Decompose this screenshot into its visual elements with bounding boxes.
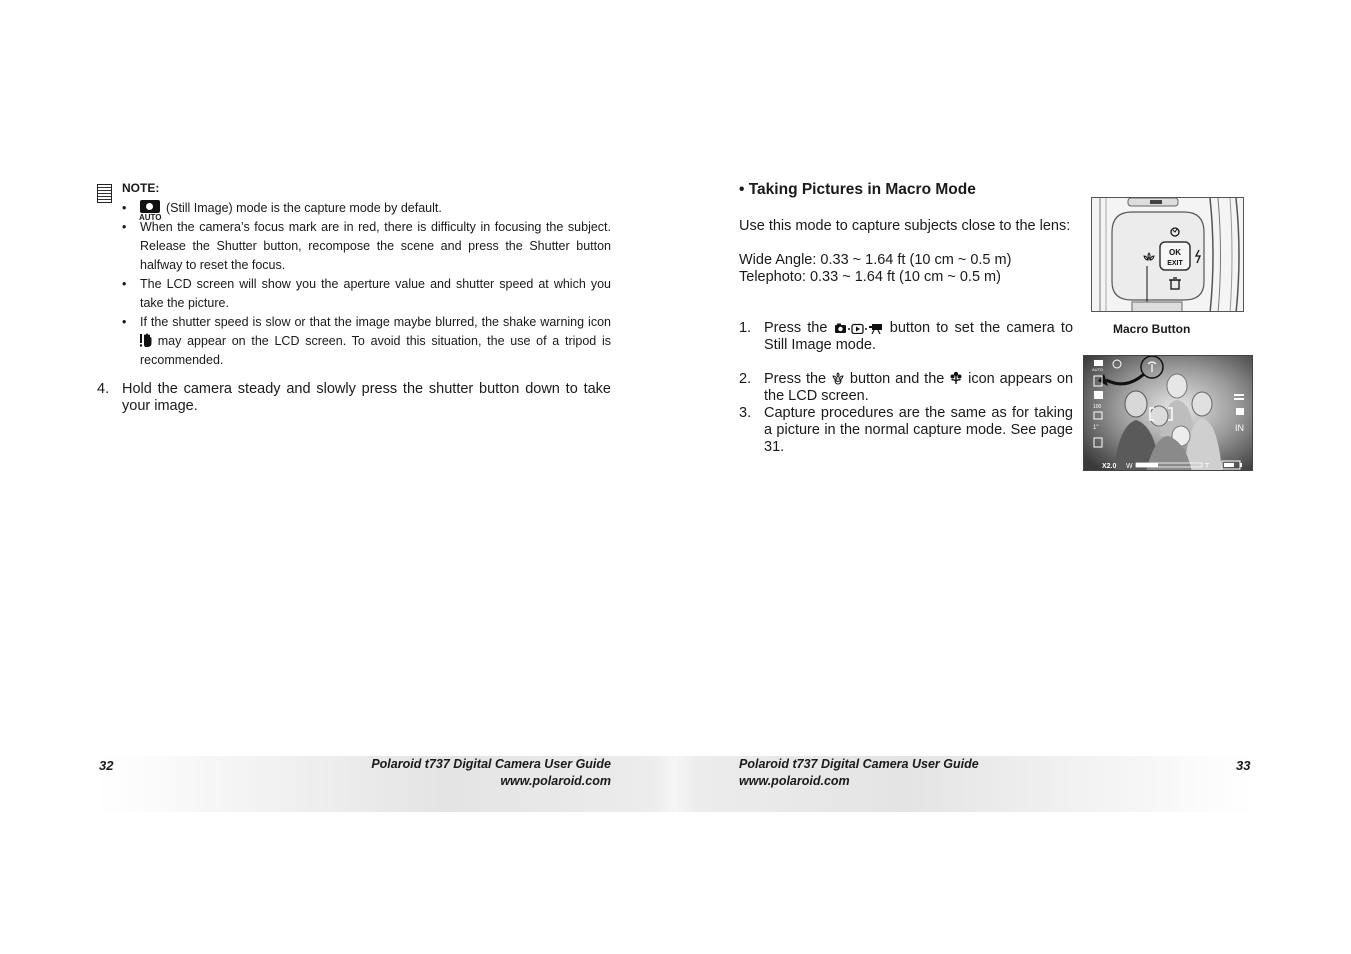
footer-right (739, 756, 1059, 790)
step-number: 2. (739, 371, 752, 387)
memory-label: IN (1235, 423, 1244, 433)
step-2 (739, 371, 1073, 405)
step-1 (739, 320, 1073, 354)
step-text: button to set the camera to Still Image mode. (764, 320, 1074, 353)
wide-angle-range: Wide Angle: 0.33 ~ 1.64 ft (10 cm ~ 0.5 m) (739, 252, 1012, 268)
macro-button-icon (831, 371, 845, 385)
guide-title: Polaroid t737 Digital Camera User Guide (371, 757, 611, 771)
tele-label: T (1205, 463, 1210, 470)
iso-label: 100 (1093, 404, 1102, 410)
note-item (122, 275, 611, 313)
shake-warning-icon (140, 333, 152, 347)
camera-button-panel-illustration (1091, 197, 1244, 312)
button-panel-drawing (1092, 198, 1244, 312)
note-text: If the shutter speed is slow or that the image maybe blurred, the shake warning icon (140, 315, 611, 329)
macro-flower-icon (949, 371, 963, 385)
note-text: The LCD screen will show you the aperture value and shutter speed at which you take the picture. (140, 277, 611, 310)
page-number-left: 32 (99, 758, 114, 773)
step-text: icon appears on the LCD screen. (764, 371, 1074, 404)
note-text: (Still Image) mode is the capture mode by default. (166, 201, 442, 215)
auto-label: AUTO (1092, 367, 1104, 372)
step-text: Hold the camera steady and slowly press the shutter button down to take your image. (122, 381, 611, 414)
note-text: may appear on the LCD screen. To avoid this situation, the use of a tripod is recommended. (140, 334, 611, 367)
zoom-label: X2.0 (1102, 463, 1117, 470)
step-text: Press the (764, 371, 827, 387)
bullet: • (122, 220, 127, 234)
note-item (122, 313, 611, 370)
still-image-camera-icon (139, 200, 162, 222)
section-title: • Taking Pictures in Macro Mode (739, 181, 976, 198)
bullet: • (122, 315, 127, 329)
exit-label: EXIT (1167, 260, 1183, 267)
step-number: 4. (97, 381, 110, 397)
bullet: • (122, 201, 127, 215)
mode-button-icon (834, 322, 884, 334)
steps-list (739, 320, 1073, 456)
macro-button-caption: Macro Button (1113, 322, 1191, 336)
footer-left (311, 756, 611, 790)
note-title: NOTE: (122, 181, 160, 195)
lcd-screen-illustration (1083, 355, 1253, 471)
step-number: 3. (739, 405, 752, 421)
guide-title: Polaroid t737 Digital Camera User Guide (739, 757, 979, 771)
wide-label: W (1126, 463, 1133, 470)
footer-band (97, 756, 1253, 812)
step-text: Capture procedures are the same as for taking a picture in the normal capture mode. See page 31. (764, 405, 1073, 455)
website-link[interactable]: www.polaroid.com (739, 774, 850, 788)
note-item (122, 199, 611, 222)
website-link[interactable]: www.polaroid.com (500, 774, 611, 788)
telephoto-range: Telephoto: 0.33 ~ 1.64 ft (10 cm ~ 0.5 m) (739, 269, 1001, 285)
note-list (122, 199, 611, 370)
step-text: Press the (764, 320, 828, 336)
step-text: button and the (849, 371, 945, 387)
note-text: When the camera’s focus mark are in red, there is difficulty in focusing the subject. Release the Shutter button, recompose the scene and press the Shutter button halfway to reset the focus. (140, 220, 611, 272)
page-number-right: 33 (1236, 758, 1251, 773)
bullet: • (122, 277, 127, 291)
step-4 (97, 381, 611, 415)
step-3 (739, 405, 1073, 456)
shutter-time-label: 1" (1093, 425, 1099, 431)
step-number: 1. (739, 320, 752, 336)
ok-label: OK (1169, 248, 1181, 257)
note-item (122, 218, 611, 275)
intro-text: Use this mode to capture subjects close to the lens: (739, 218, 1071, 234)
note-icon (97, 184, 112, 203)
lcd-drawing (1084, 356, 1253, 471)
auto-label: AUTO (139, 213, 162, 222)
